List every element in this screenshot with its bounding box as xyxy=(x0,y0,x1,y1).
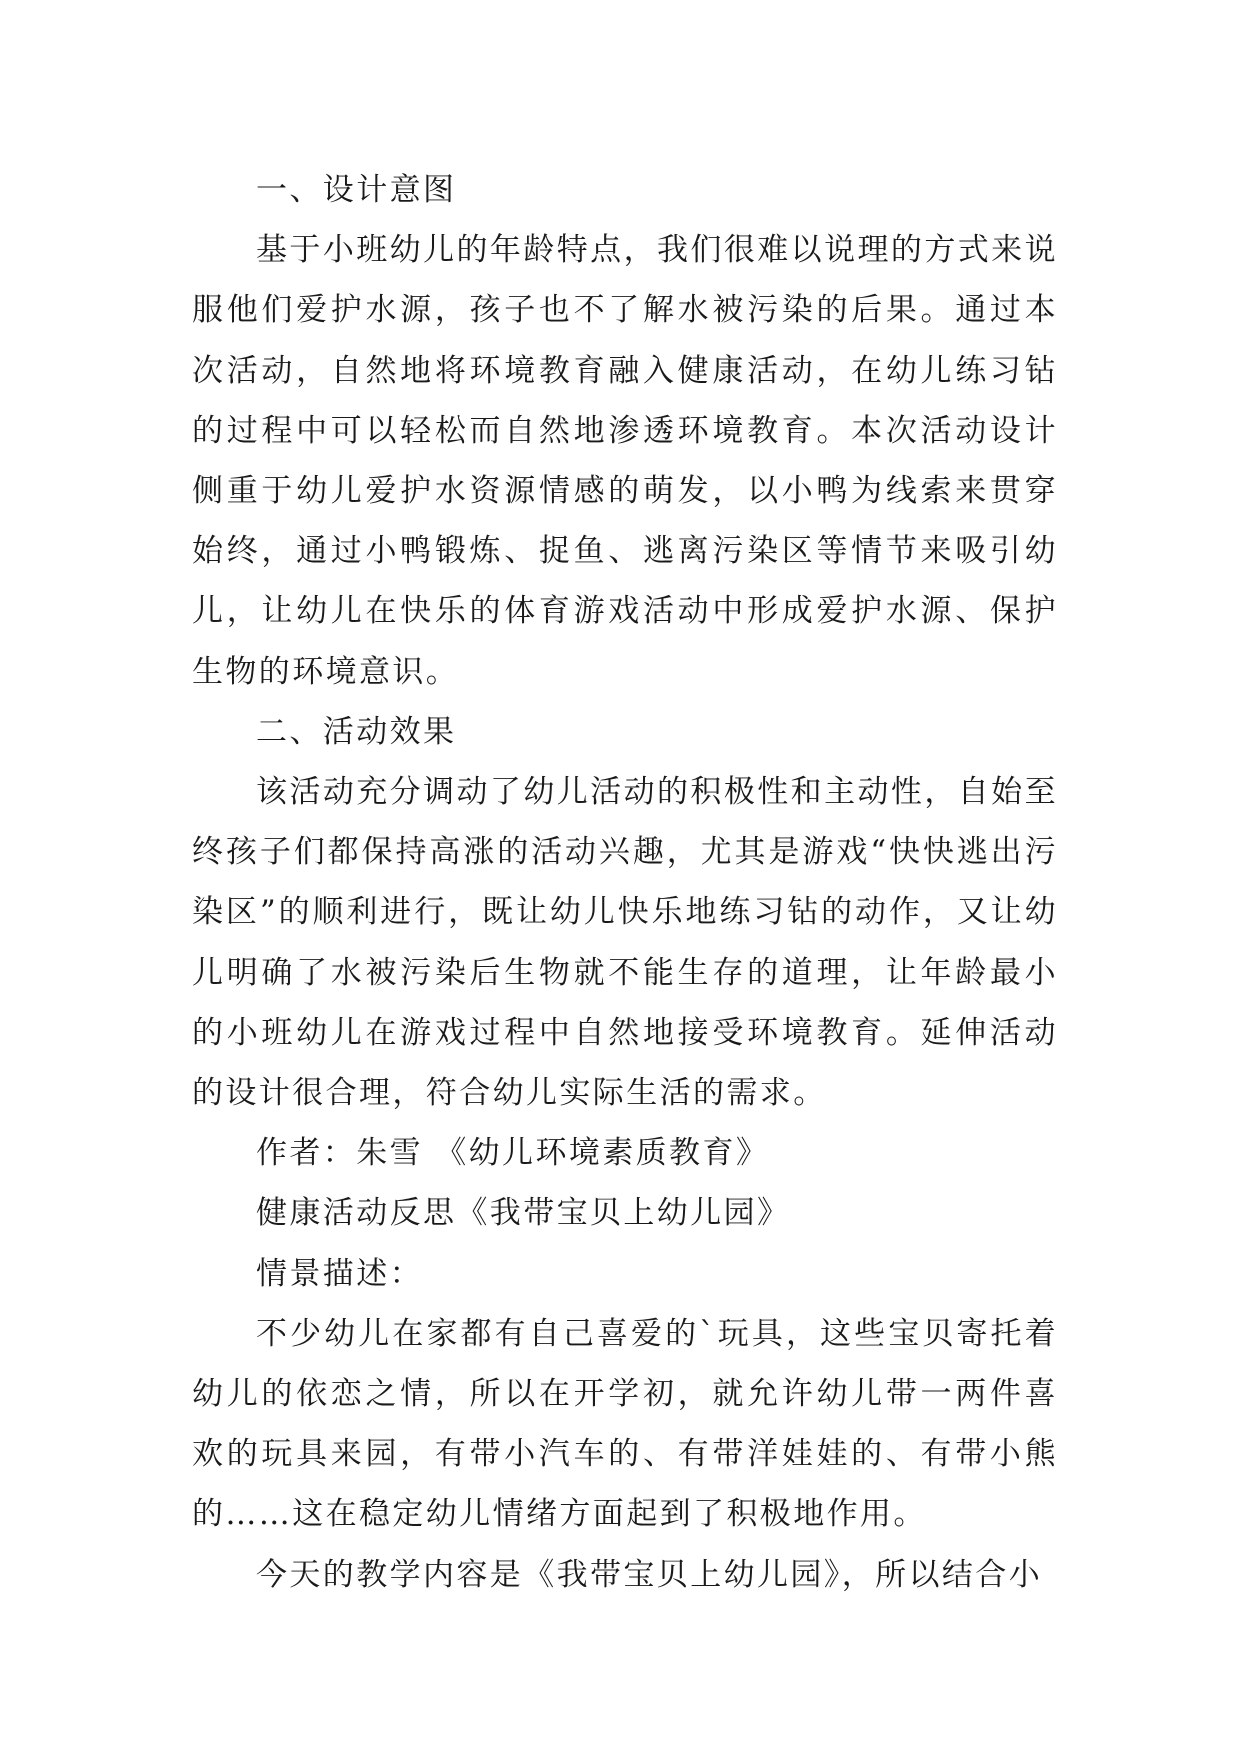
author-line: 作者：朱雪 《幼儿环境素质教育》 xyxy=(256,1135,770,1172)
document-body xyxy=(192,160,1058,1605)
section-heading-activity-effect: 二、活动效果 xyxy=(256,713,457,750)
paragraph-scene-description: 不少幼儿在家都有自己喜爱的`玩具，这些宝贝寄托着幼儿的依恋之情，所以在开学初，就允许幼儿带一两件喜欢的玩具来园，有带小汽车的、有带洋娃娃的、有带小熊的……这在稳定幼儿情绪方面起到了积极地作用。 xyxy=(192,1315,1058,1533)
paragraph-design-intent: 基于小班幼儿的年龄特点，我们很难以说理的方式来说服他们爱护水源，孩子也不了解水被污染的后果。通过本次活动，自然地将环境教育融入健康活动，在幼儿练习钻的过程中可以轻松而自然地渗透环境教育。本次活动设计侧重于幼儿爱护水资源情感的萌发，以小鸭为线索来贯穿始终，通过小鸭锻炼、捉鱼、逃离污染区等情节来吸引幼儿，让幼儿在快乐的体育游戏活动中形成爱护水源、保护生物的环境意识。 xyxy=(192,232,1058,690)
article-title: 健康活动反思《我带宝贝上幼儿园》 xyxy=(256,1195,791,1232)
subheading-scene-description: 情景描述： xyxy=(256,1255,423,1292)
section-heading-design-intent: 一、设计意图 xyxy=(256,172,457,208)
paragraph-activity-effect: 该活动充分调动了幼儿活动的积极性和主动性，自始至终孩子们都保持高涨的活动兴趣，尤其是游戏“快快逃出污染区”的顺利进行，既让幼儿快乐地练习钻的动作，又让幼儿明确了水被污染后生物就不能生存的道理，让年龄最小的小班幼儿在游戏过程中自然地接受环境教育。延伸活动的设计很合理，符合幼儿实际生活的需求。 xyxy=(192,774,1058,1112)
paragraph-teaching-content: 今天的教学内容是《我带宝贝上幼儿园》，所以结合小 xyxy=(256,1556,1043,1593)
